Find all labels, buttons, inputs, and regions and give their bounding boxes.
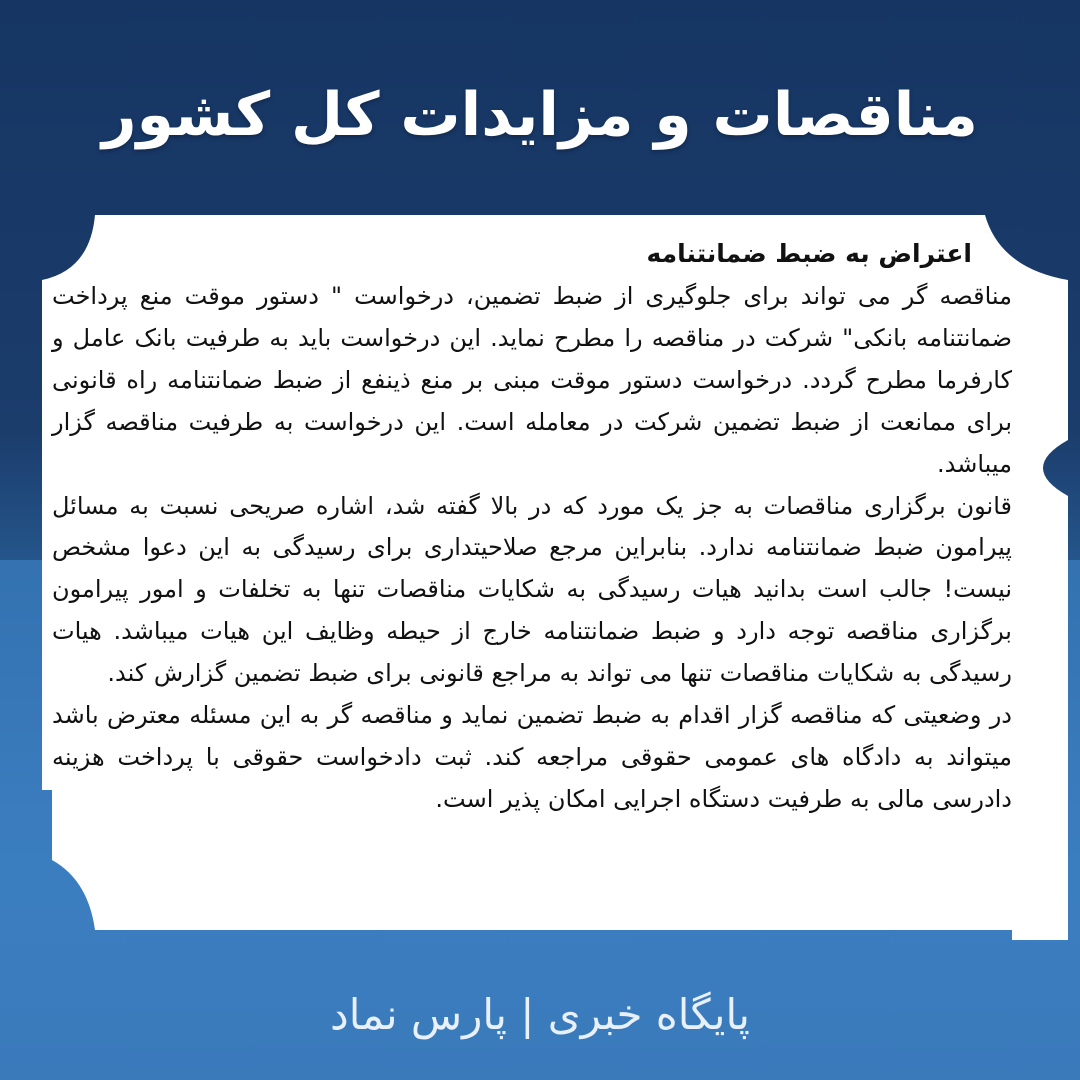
- article-paragraph-2: قانون برگزاری مناقصات به جز یک مورد که در بالا گفته شد، اشاره صریحی نسبت به مسائل پیرامون ضبط ضمانتنامه ندارد. بنابراین مرجع صلاحیتداری برای رسیدگی به این دعوا مشخص نیست! جالب است بدانید هیات رسیدگی به شکایات مناقصات تنها به تخلفات و امور پیرامون برگزاری مناقصه توجه دارد و ضبط ضمانتنامه خارج از حیطه وظایف این هیات میباشد. هیات رسیدگی به شکایات مناقصات تنها می تواند به مراجع قانونی برای ضبط تضمین گزارش کند.: [52, 491, 1012, 688]
- article-paragraph-1: مناقصه گر می تواند برای جلوگیری از ضبط تضمین، درخواست " دستور موقت منع پرداخت ضمانتنامه بانکی" شرکت در مناقصه را مطرح نماید. این درخواست باید به طرفیت بانک عامل و کارفرما مطرح گردد. درخواست دستور موقت مبنی بر منع ذینفع از ضبط ضمانتنامه راه قانونی برای ممانعت از ضبط تضمین شرکت در معامله است. این درخواست به طرفیت مناقصه گزار میباشد.: [52, 282, 1012, 478]
- page-title: مناقصات و مزایدات کل کشور: [102, 80, 978, 150]
- article-content: [52, 232, 1012, 821]
- article-heading: اعتراض به ضبط ضمانتنامه: [646, 239, 972, 268]
- footer-source: پایگاه خبری | پارس نماد: [330, 990, 750, 1039]
- article-paragraph-3: در وضعیتی که مناقصه گزار اقدام به ضبط تضمین نماید و مناقصه گر به این مسئله معترض باشد میتواند به دادگاه های عمومی حقوقی مراجعه کند. ثبت دادخواست حقوقی با پرداخت هزینه دادرسی مالی به طرفیت دستگاه اجرایی امکان پذیر است.: [52, 701, 1012, 813]
